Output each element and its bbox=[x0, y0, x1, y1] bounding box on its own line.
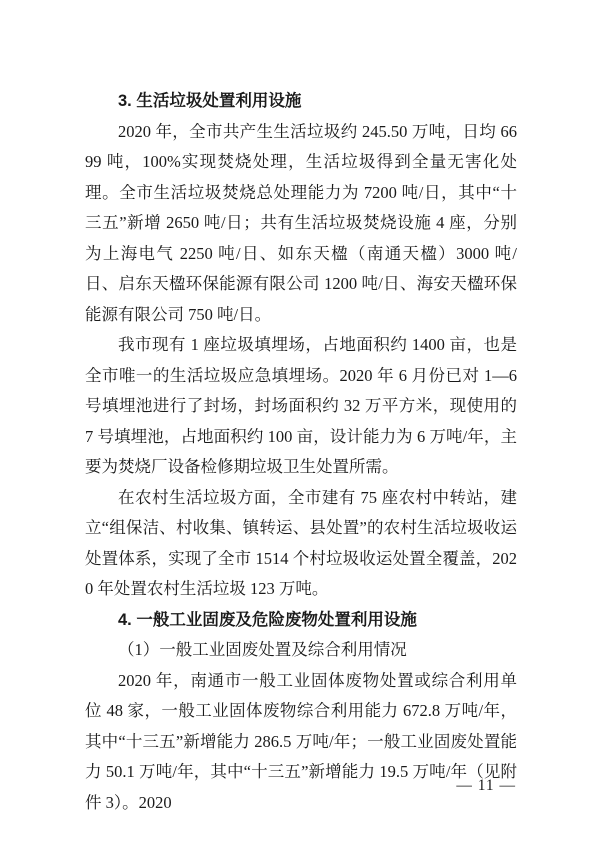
paragraph-landfill: 我市现有 1 座垃圾填埋场，占地面积约 1400 亩，也是全市唯一的生活垃圾应急填埋场。2020 年 6 月份已对 1—6 号填埋池进行了封场，封场面积约 32 万平方米，现使用的 7 号填埋池，占地面积约 100 亩，设计能力为 6 万吨/年，主要为焚烧厂设备检修期垃圾卫生处置所需。 bbox=[85, 335, 517, 476]
paragraph-industrial-solid-waste: 2020 年，南通市一般工业固体废物处置或综合利用单位 48 家，一般工业固体废物综合利用能力 672.8 万吨/年，其中“十三五”新增能力 286.5 万吨/年；一般工业固废处置能力 50.1 万吨/年，其中“十三五”新增能力 19.5 万吨/年（见附件 3）。2020 bbox=[85, 670, 517, 812]
subsection-heading-general-industrial-solid-waste: （1）一般工业固废处置及综合利用情况 bbox=[118, 640, 407, 659]
paragraph-waste-incineration: 2020 年，全市共产生生活垃圾约 245.50 万吨，日均 6699 吨，100%实现焚烧处理，生活垃圾得到全量无害化处理。全市生活垃圾焚烧总处理能力为 7200 吨/日，其中“十三五”新增 2650 吨/日；共有生活垃圾焚烧设施 4 座，分别为上海电气 2250 吨/日、如东天楹（南通天楹）3000 吨/日、启东天楹环保能源有限公司 1200 吨/日、海安天楹环保能源有限公司 750 吨/日。 bbox=[85, 121, 517, 324]
section-heading-industrial-hazardous-waste-facilities: 4. 一般工业固废及危险废物处置利用设施 bbox=[118, 610, 417, 629]
document-content bbox=[85, 86, 517, 818]
paragraph-rural-waste: 在农村生活垃圾方面，全市建有 75 座农村中转站，建立“组保洁、村收集、镇转运、县处置”的农村生活垃圾收运处置体系，实现了全市 1514 个村垃圾收运处置全覆盖，2020 年处置农村生活垃圾 123 万吨。 bbox=[85, 487, 517, 598]
section-heading-domestic-waste-facilities: 3. 生活垃圾处置利用设施 bbox=[118, 92, 302, 110]
page-number: — 11 — bbox=[456, 777, 516, 794]
